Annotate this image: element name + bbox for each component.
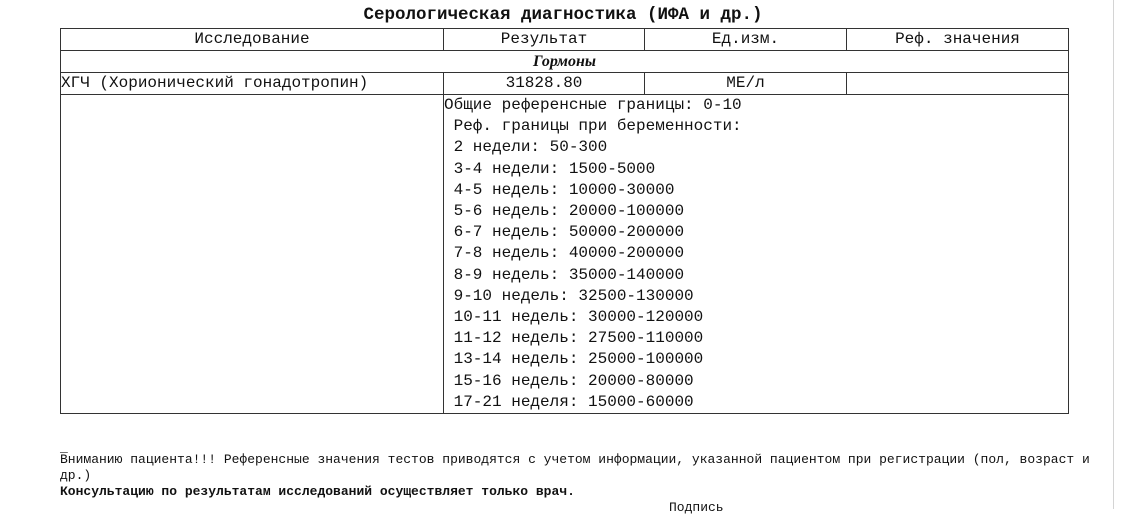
footer-dash: _ [60,440,68,455]
reference-line: 8-9 недель: 35000-140000 [444,265,685,284]
reference-row [61,95,1069,414]
footer-notes [60,440,1100,500]
result-value-cell: 31828.80 [444,73,645,95]
reference-line: 3-4 недели: 1500-5000 [444,159,656,178]
reference-line: 5-6 недель: 20000-100000 [444,202,685,221]
ref-value-cell [847,73,1069,95]
signature-label: Подпись [669,500,724,515]
results-table [60,28,1069,414]
document-title: Серологическая диагностика (ИФА и др.) [363,5,763,25]
group-row [61,51,1069,73]
reference-ranges-cell [444,95,1069,414]
reference-line: 7-8 недель: 40000-200000 [444,244,685,263]
group-title: Гормоны [61,51,1069,73]
reference-line: 4-5 недель: 10000-30000 [444,180,675,199]
reference-line: Общие референсные границы: 0-10 [444,96,742,114]
patient-notice: Вниманию пациента!!! Референсные значения тестов приводятся с учетом информации, указанной пациентом при регистрации (пол, возраст и др.) [60,452,1090,483]
column-header-unit: Ед.изм. [645,29,847,51]
reference-line: 10-11 недель: 30000-120000 [444,308,704,327]
reference-line: 11-12 недель: 27500-110000 [444,329,704,348]
reference-line: 2 недели: 50-300 [444,138,608,157]
unit-cell: МЕ/л [645,73,847,95]
page-edge-line [1113,0,1114,509]
reference-line: Реф. границы при беременности: [444,117,742,136]
header-row [61,29,1069,51]
reference-line: 17-21 неделя: 15000-60000 [444,392,694,411]
consultation-note: Консультацию по результатам исследований осуществляет только врач. [60,484,575,499]
table-row [61,73,1069,95]
reference-line: 13-14 недель: 25000-100000 [444,350,704,369]
column-header-ref: Реф. значения [847,29,1069,51]
column-header-result: Результат [444,29,645,51]
reference-line: 6-7 недель: 50000-200000 [444,223,685,242]
column-header-test: Исследование [61,29,444,51]
reference-line: 15-16 недель: 20000-80000 [444,371,694,390]
reference-spacer-cell [61,95,444,414]
reference-line: 9-10 недель: 32500-130000 [444,286,694,305]
test-name-cell: ХГЧ (Хорионический гонадотропин) [61,73,444,95]
